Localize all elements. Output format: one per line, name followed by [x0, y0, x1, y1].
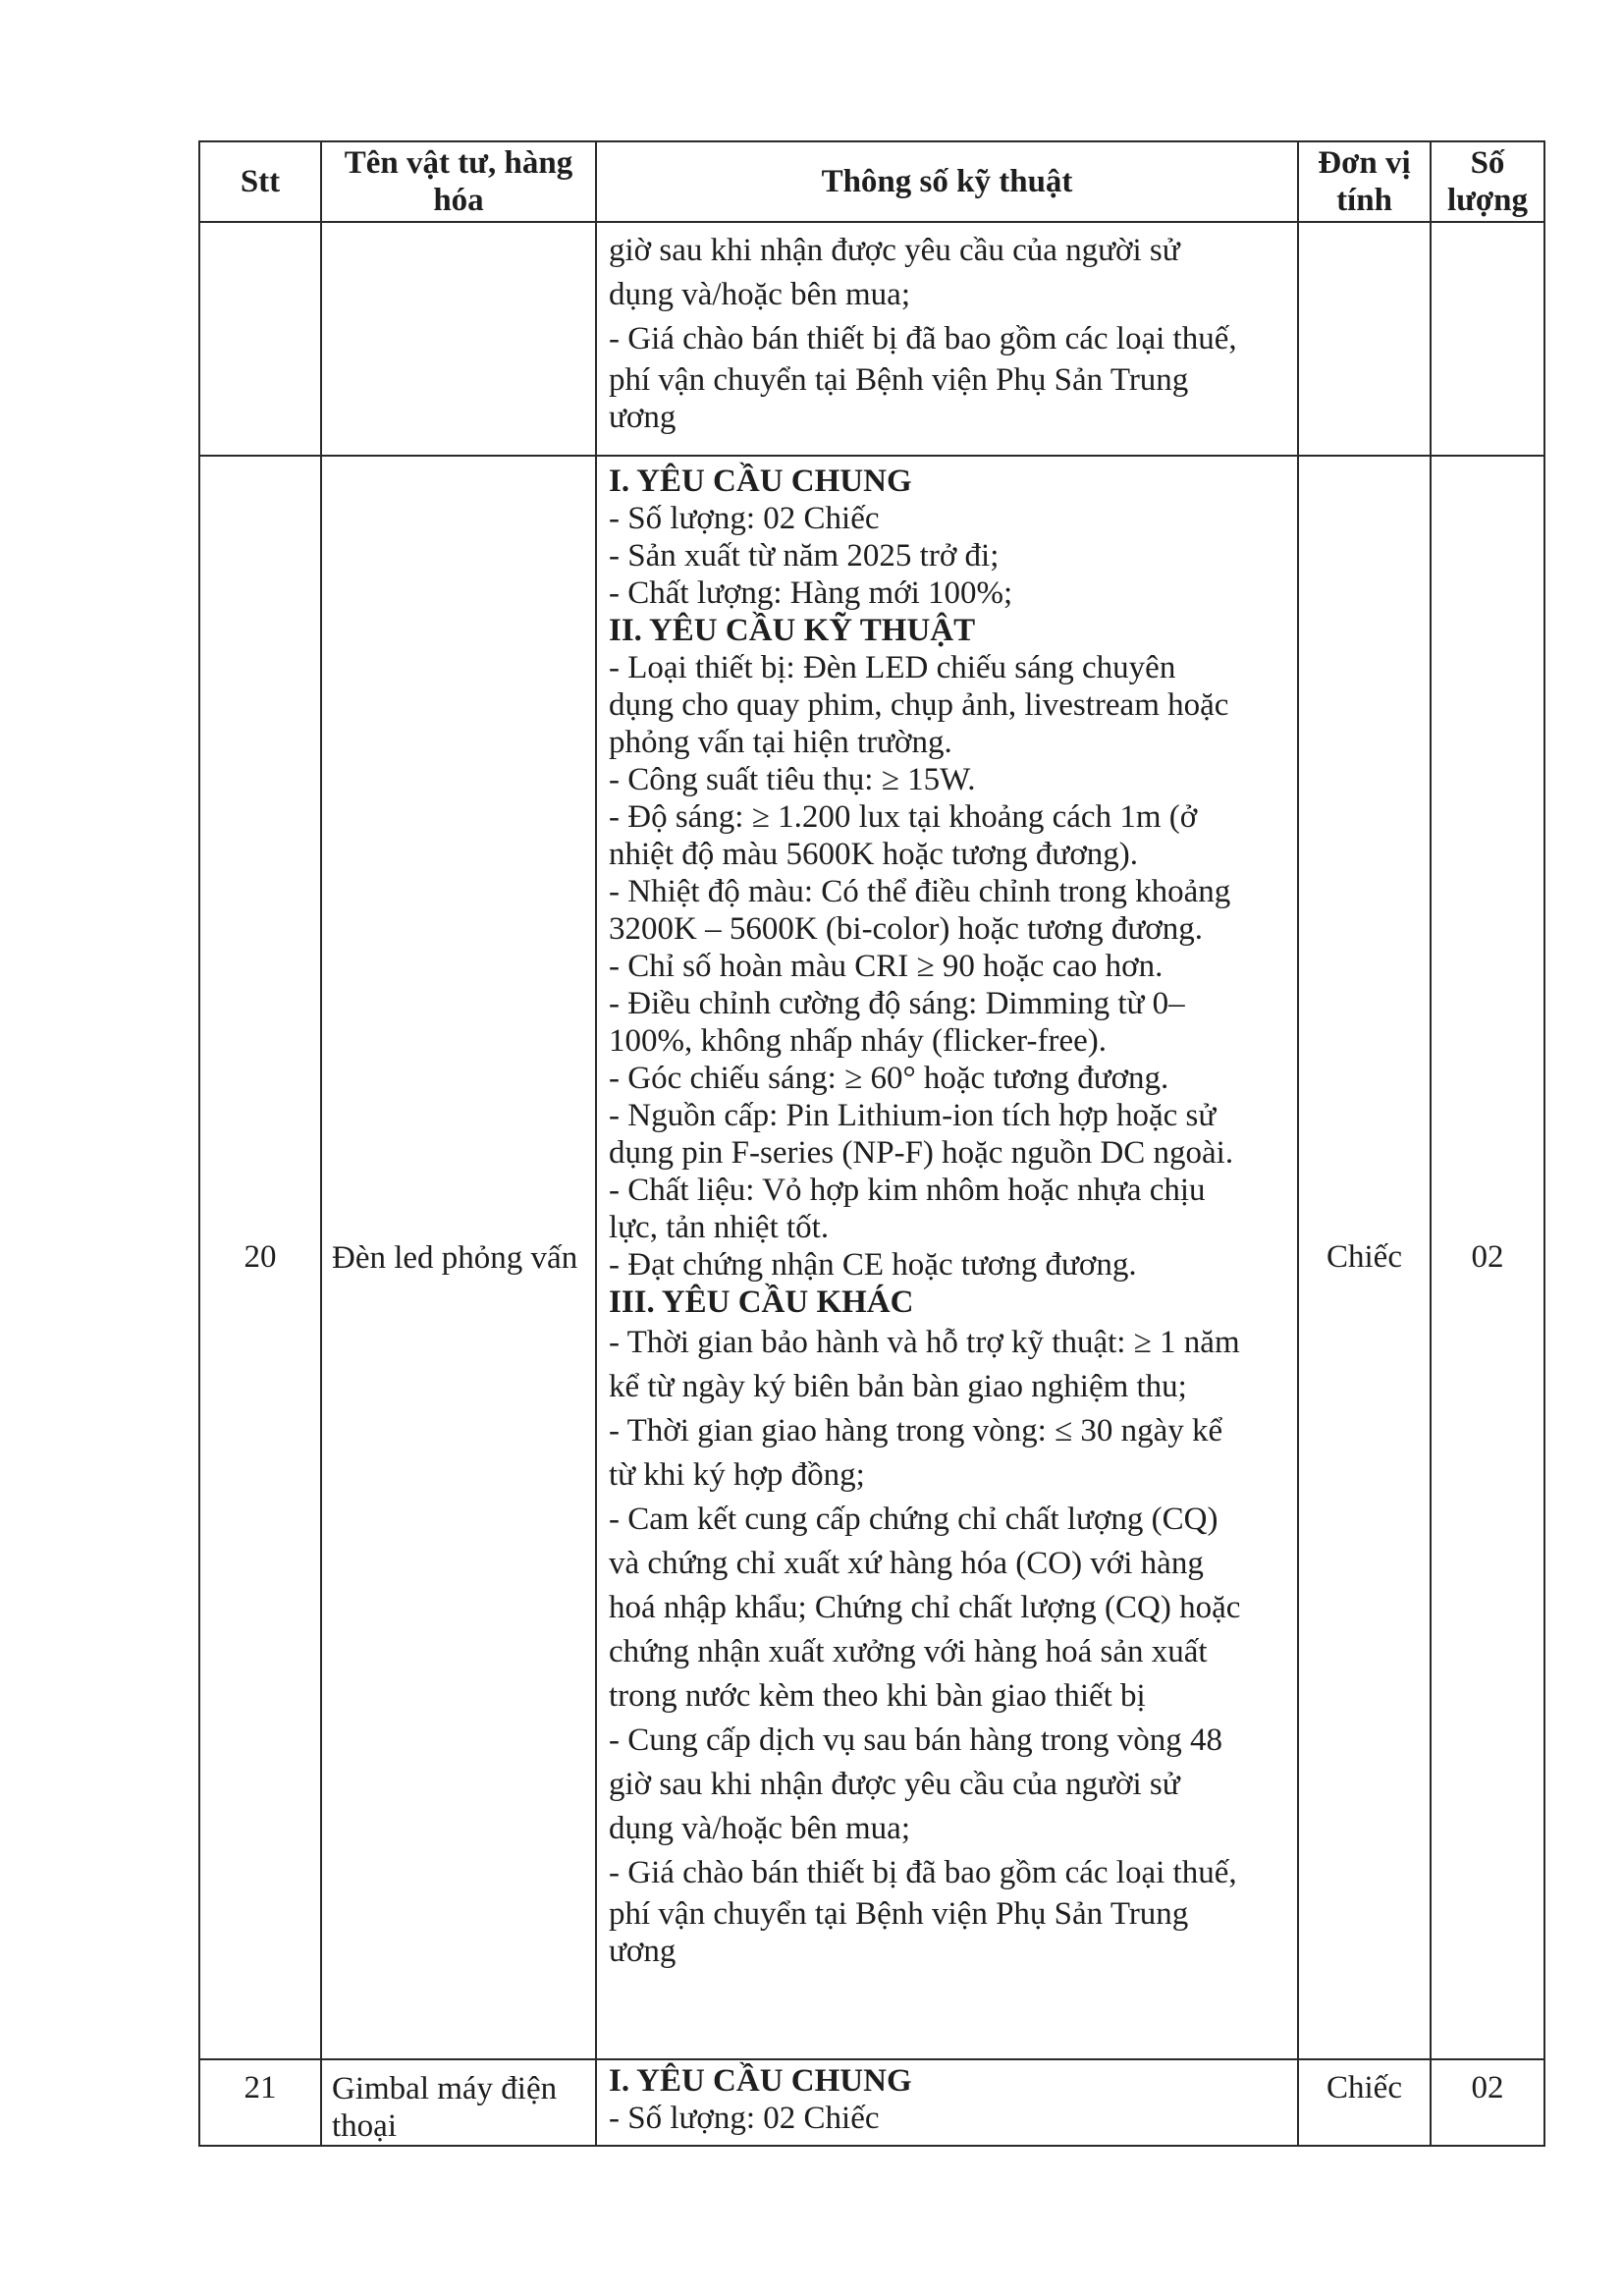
cell-qty: 02 [1431, 456, 1544, 2059]
cell-spec [596, 222, 1298, 456]
spec-line: ương [609, 1934, 677, 1969]
section-heading: II. YÊU CẦU KỸ THUẬT [609, 613, 976, 648]
cell-spec [596, 456, 1298, 2059]
spec-line: - Sản xuất từ năm 2025 trở đi; [609, 538, 1000, 574]
spec-line: phí vận chuyển tại Bệnh viện Phụ Sản Trung [609, 362, 1189, 398]
cell-name: Gimbal máy điện thoại [321, 2059, 596, 2146]
spec-line: dụng và/hoặc bên mua; [609, 277, 910, 312]
spec-line: - Thời gian giao hàng trong vòng: ≤ 30 ngày kể [609, 1413, 1223, 1449]
spec-line: - Chất liệu: Vỏ hợp kim nhôm hoặc nhựa chịu [609, 1173, 1206, 1208]
spec-line: hoá nhập khẩu; Chứng chỉ chất lượng (CQ) hoặc [609, 1590, 1241, 1625]
spec-line: - Số lượng: 02 Chiếc [609, 501, 880, 536]
section-heading: III. YÊU CẦU KHÁC [609, 1285, 914, 1320]
spec-line: phí vận chuyển tại Bệnh viện Phụ Sản Trung [609, 1896, 1189, 1932]
spec-line: - Đạt chứng nhận CE hoặc tương đương. [609, 1247, 1137, 1283]
spec-line: và chứng chỉ xuất xứ hàng hóa (CO) với hàng [609, 1546, 1204, 1581]
cell-stt: 20 [199, 456, 321, 2059]
spec-line: dụng cho quay phim, chụp ảnh, livestream hoặc [609, 687, 1229, 723]
cell-name [321, 222, 596, 456]
spec-line: - Giá chào bán thiết bị đã bao gồm các loại thuế, [609, 321, 1237, 356]
spec-line: - Góc chiếu sáng: ≥ 60° hoặc tương đương. [609, 1061, 1169, 1096]
spec-line: - Số lượng: 02 Chiếc [609, 2101, 880, 2136]
spec-line: - Cung cấp dịch vụ sau bán hàng trong vòng 48 [609, 1722, 1223, 1758]
spec-line: kể từ ngày ký biên bản bàn giao nghiệm thu; [609, 1369, 1187, 1404]
spec-line: - Độ sáng: ≥ 1.200 lux tại khoảng cách 1m (ở [609, 799, 1198, 835]
header-qty: Số lượng [1431, 141, 1544, 222]
spec-line: ương [609, 400, 677, 435]
spec-line: 100%, không nhấp nháy (flicker-free). [609, 1023, 1107, 1059]
spec-line: trong nước kèm theo khi bàn giao thiết bị [609, 1678, 1146, 1714]
header-stt: Stt [199, 141, 321, 222]
spec-line: 3200K – 5600K (bi-color) hoặc tương đương. [609, 911, 1203, 947]
spec-line: dụng pin F-series (NP-F) hoặc nguồn DC ngoài. [609, 1135, 1234, 1171]
header-unit: Đơn vị tính [1298, 141, 1431, 222]
spec-line: - Nguồn cấp: Pin Lithium-ion tích hợp hoặc sử [609, 1098, 1217, 1133]
spec-line: - Điều chỉnh cường độ sáng: Dimming từ 0– [609, 986, 1185, 1021]
cell-unit: Chiếc [1298, 456, 1431, 2059]
spec-line: - Cam kết cung cấp chứng chỉ chất lượng (CQ) [609, 1502, 1218, 1537]
cell-qty [1431, 222, 1544, 456]
cell-unit: Chiếc [1298, 2059, 1431, 2146]
spec-line: - Giá chào bán thiết bị đã bao gồm các loại thuế, [609, 1855, 1237, 1890]
spec-line: giờ sau khi nhận được yêu cầu của người sử [609, 233, 1180, 268]
cell-spec [596, 2059, 1298, 2146]
spec-line: - Chỉ số hoàn màu CRI ≥ 90 hoặc cao hơn. [609, 949, 1164, 984]
spec-line: nhiệt độ màu 5600K hoặc tương đương). [609, 837, 1139, 872]
header-name: Tên vật tư, hàng hóa [321, 141, 596, 222]
table-row-20 [199, 456, 1544, 2059]
cell-unit [1298, 222, 1431, 456]
spec-line: - Loại thiết bị: Đèn LED chiếu sáng chuyên [609, 650, 1176, 685]
spec-line: phỏng vấn tại hiện trường. [609, 725, 952, 760]
spec-line: - Nhiệt độ màu: Có thể điều chỉnh trong khoảng [609, 874, 1231, 909]
spec-line: giờ sau khi nhận được yêu cầu của người sử [609, 1767, 1180, 1802]
spec-line: - Chất lượng: Hàng mới 100%; [609, 575, 1013, 611]
header-spec: Thông số kỹ thuật [596, 141, 1298, 222]
table-row-continued [199, 222, 1544, 456]
table-header-row [199, 141, 1544, 222]
spec-line: lực, tản nhiệt tốt. [609, 1210, 830, 1245]
spec-line: từ khi ký hợp đồng; [609, 1457, 865, 1493]
cell-name: Đèn led phỏng vấn [321, 456, 596, 2059]
table-row-21 [199, 2059, 1544, 2146]
cell-stt [199, 222, 321, 456]
cell-qty: 02 [1431, 2059, 1544, 2146]
spec-line: chứng nhận xuất xưởng với hàng hoá sản xuất [609, 1634, 1208, 1669]
section-heading: I. YÊU CẦU CHUNG [609, 464, 912, 499]
cell-stt: 21 [199, 2059, 321, 2146]
spec-table [198, 140, 1545, 2147]
section-heading: I. YÊU CẦU CHUNG [609, 2063, 912, 2099]
spec-line: - Công suất tiêu thụ: ≥ 15W. [609, 762, 976, 797]
spec-line: - Thời gian bảo hành và hỗ trợ kỹ thuật: ≥ 1 năm [609, 1325, 1240, 1360]
spec-line: dụng và/hoặc bên mua; [609, 1811, 910, 1846]
